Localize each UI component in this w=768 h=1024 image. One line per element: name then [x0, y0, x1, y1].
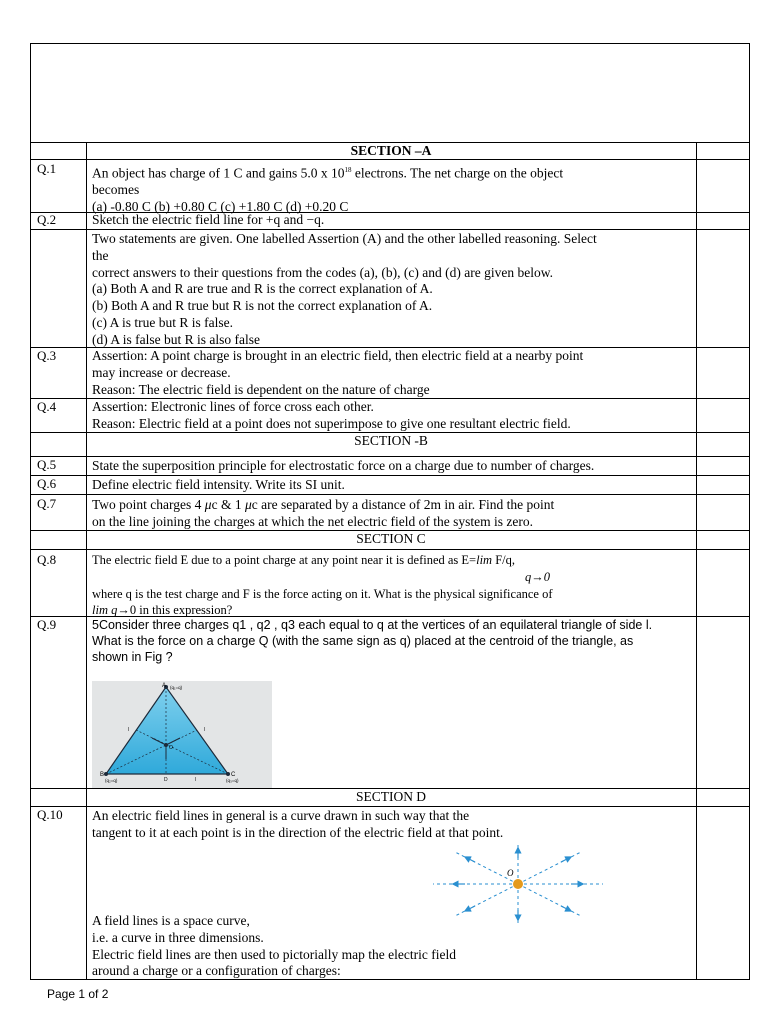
q10-line4: i.e. a curve in three dimensions.	[92, 929, 264, 945]
q3-line1: Assertion: A point charge is brought in an electric field, then electric field at a nearby point	[92, 348, 584, 363]
question-number: Q.10	[37, 807, 63, 822]
question-number: Q.5	[37, 457, 57, 472]
section-b-heading: SECTION -B	[354, 433, 428, 448]
section-d-heading: SECTION D	[355, 789, 427, 804]
lim-symbol: lim	[92, 603, 108, 618]
label-q3: (q₃=q)	[226, 778, 239, 783]
section-a-heading: SECTION –A	[350, 143, 432, 158]
row-divider	[30, 549, 750, 550]
q10-line1: An electric field lines in general is a curve drawn in such way that the	[92, 808, 470, 823]
field-arrow	[467, 858, 475, 862]
question-2-text: Sketch the electric field line for +q and −q.	[92, 212, 325, 227]
instructions-line2: the	[92, 247, 109, 263]
field-line	[518, 884, 581, 916]
question-number: Q.1	[37, 161, 57, 176]
question-10-intro	[92, 808, 692, 842]
mu-symbol: μ	[244, 497, 252, 512]
q3-line3: Reason: The electric field is dependent on the nature of charge	[92, 381, 430, 397]
question-number: Q.2	[37, 212, 57, 227]
question-number: Q.9	[37, 617, 57, 632]
centroid-dot	[164, 743, 168, 747]
q10-line6: around a charge or a configuration of charges:	[92, 963, 341, 979]
q9-line3: shown in Fig ?	[92, 650, 173, 664]
q8-line1b: F/q,	[492, 553, 516, 567]
q8-line3c: →0 in this expression?	[117, 603, 233, 618]
field-arrow	[467, 906, 475, 910]
field-line	[455, 884, 518, 916]
q7-line2: on the line joining the charges at which the net electric field of the system is zero.	[92, 513, 533, 529]
question-6-text: Define electric field intensity. Write its SI unit.	[92, 477, 345, 492]
q7-line1b: c & 1	[211, 497, 245, 512]
mu-symbol: μ	[204, 497, 212, 512]
charge-label-o: O	[507, 868, 514, 878]
instructions-option-d: (d) A is false but R is also false	[92, 331, 260, 347]
point-charge	[513, 879, 523, 889]
q8-q: q	[107, 603, 118, 618]
question-5-text: State the superposition principle for electrostatic force on a charge due to number of charges.	[92, 458, 595, 473]
q7-line1a: Two point charges 4	[92, 497, 205, 512]
q8-line2: where q is the test charge and F is the force acting on it. What is the physical significance of	[92, 586, 553, 601]
row-divider	[30, 475, 750, 476]
label-a: A	[162, 683, 167, 689]
q9-line2: What is the force on a charge Q (with the same sign as q) placed at the centroid of the triangle, as	[92, 634, 634, 648]
q1-line1a: An object has charge of 1 C and gains 5.0 x 10	[92, 165, 345, 181]
label-c: C	[231, 772, 236, 778]
row-divider	[30, 806, 750, 807]
q4-line2: Reason: Electric field at a point does not superimpose to give one resultant electric field.	[92, 415, 571, 431]
label-d: D	[164, 777, 168, 783]
label-b: B	[100, 772, 105, 778]
question-8-text	[92, 552, 692, 619]
question-number: Q.8	[37, 552, 57, 567]
field-arrow	[561, 858, 569, 862]
section-c-heading: SECTION C	[356, 531, 426, 546]
lim-subscript: q→0	[525, 569, 550, 584]
triangle-charges-figure	[92, 681, 272, 788]
q1-options: (a) -0.80 C (b) +0.80 C (c) +1.80 C (d) +0.20 C	[92, 199, 349, 215]
label-l: l	[195, 777, 197, 783]
question-number: Q.3	[37, 348, 57, 363]
q8-line1a: The electric field E due to a point charge at any point near it is defined as E=	[92, 553, 477, 567]
label-l: l	[204, 727, 206, 733]
label-l: l	[128, 727, 130, 733]
q4-line1: Assertion: Electronic lines of force cross each other.	[92, 399, 374, 414]
vertex-b-dot	[104, 772, 108, 776]
row-divider	[30, 159, 750, 160]
assertion-instructions	[92, 231, 692, 349]
instructions-option-b: (b) Both A and R true but R is not the correct explanation of A.	[92, 298, 433, 314]
question-number: Q.6	[37, 476, 57, 491]
q10-line5: Electric field lines are then used to pictorially map the electric field	[92, 946, 456, 962]
question-3-text	[92, 348, 692, 398]
column-divider-left	[86, 142, 87, 980]
question-1-text	[92, 162, 692, 216]
instructions-option-a: (a) Both A and R are true and R is the correct explanation of A.	[92, 281, 433, 297]
row-divider	[30, 494, 750, 495]
field-lines-figure	[425, 840, 610, 928]
question-4-text	[92, 399, 692, 433]
label-q1: (q₁=q)	[170, 685, 183, 690]
question-number: Q.4	[37, 399, 57, 414]
q7-line1c: c are separated by a distance of 2m in air. Find the point	[251, 497, 555, 512]
q10-line2: tangent to it at each point is in the direction of the electric field at that point.	[92, 824, 504, 840]
page-number: Page 1 of 2	[47, 987, 109, 1001]
question-7-text	[92, 497, 692, 531]
instructions-option-c: (c) A is true but R is false.	[92, 314, 233, 330]
lim-symbol: lim	[476, 553, 493, 567]
q3-line2: may increase or decrease.	[92, 364, 231, 380]
instructions-line1: Two statements are given. One labelled Assertion (A) and the other labelled reasoning. Select	[92, 231, 597, 246]
q9-line1: 5Consider three charges q1 , q2 , q3 each equal to q at the vertices of an equilateral triangle of side l.	[92, 618, 653, 632]
vertex-c-dot	[226, 772, 230, 776]
field-line	[518, 852, 581, 884]
field-arrow	[561, 906, 569, 910]
column-divider-right	[696, 142, 697, 980]
question-number: Q.7	[37, 496, 57, 511]
q1-line1b: electrons. The net charge on the object	[351, 165, 564, 181]
instructions-line3: correct answers to their questions from the codes (a), (b), (c) and (d) are given below.	[92, 264, 553, 280]
row-divider	[30, 456, 750, 457]
q1-line2: becomes	[92, 182, 140, 198]
question-9-text	[92, 617, 692, 665]
q1-exponent: 18	[344, 166, 352, 174]
label-o: O	[169, 745, 173, 751]
row-divider	[30, 229, 750, 230]
q10-line3: A field lines is a space curve,	[92, 913, 250, 928]
label-q2: (q₂=q)	[105, 778, 118, 783]
